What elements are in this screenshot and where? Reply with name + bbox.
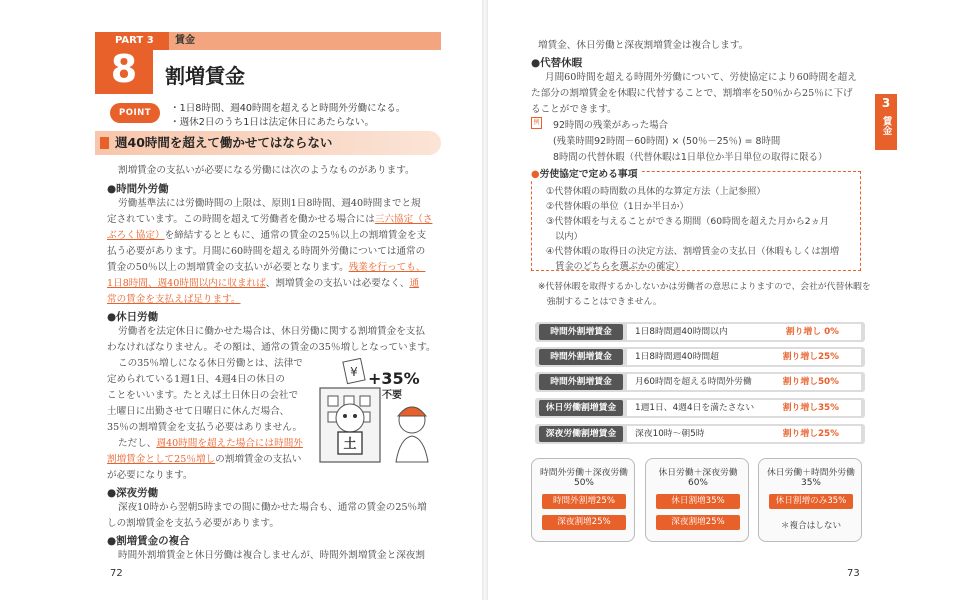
section-marker <box>100 137 109 149</box>
agreement-item: ④代替休暇の取得日の決定方法、割増賃金の支払日（休暇もしくは割増 <box>546 246 840 257</box>
rate-row <box>535 424 865 444</box>
rate-row <box>535 398 865 418</box>
heading-compensatory-leave: ●代替休暇 <box>531 57 583 69</box>
rate-row-condition: 月60時間を超える時間外労働 <box>627 374 861 390</box>
body-line: 労働者を法定休日に働かせた場合は、休日労働に関する割増賃金を支払 <box>118 326 425 337</box>
combo-chip: 時間外割増25% <box>542 494 626 509</box>
section-title: 週40時間を超えて働かせてはならない <box>115 135 333 150</box>
body-line: ることができます。 <box>531 104 617 115</box>
combo-title: 休日労働＋深夜労働 <box>658 468 738 478</box>
rate-row-label: 深夜労働割増賃金 <box>539 426 623 442</box>
heading-night: ●深夜労働 <box>107 487 159 499</box>
agreement-item: 賃金のどちらを選ぶかの確定） <box>546 261 684 272</box>
body-line: 賃金の50％以上の割増賃金の支払いが必要となります。残業を行っても、 <box>107 262 426 273</box>
illustration-sub-text: 不要 <box>382 390 402 401</box>
rate-row-condition: 1週1日、4週4日を満たさない <box>627 400 861 416</box>
part-name: 賃金 <box>175 35 195 46</box>
combo-box <box>758 458 862 542</box>
combo-chip: 休日割増35% <box>656 494 740 509</box>
svg-text:¥: ¥ <box>350 365 358 379</box>
rate-row-rate: 割り増し 0% <box>785 327 839 337</box>
worker-icon <box>396 407 428 462</box>
footnote: ※代替休暇を取得するかしないかは労働者の意思によりますので、会社が代替休暇を <box>538 282 871 292</box>
rate-row-rate: 割り増し50% <box>782 377 839 387</box>
example-line: 92時間の残業があった場合 <box>553 120 668 131</box>
body-line: 土曜日に出勤させて日曜日に休んだ場合、 <box>107 406 290 417</box>
body-line: ただし、週40時間を超えた場合には時間外 <box>118 438 303 449</box>
building-icon <box>320 388 380 462</box>
rate-row-rate: 割り増し35% <box>782 403 839 413</box>
example-icon: 例 <box>531 117 542 129</box>
combo-percent: 50% <box>573 478 594 488</box>
body-line: 常の賃金を支払えば足ります。 <box>107 294 241 305</box>
combo-title: 休日労働＋時間外労働 <box>767 468 855 478</box>
intro-text: 割増賃金の支払いが必要になる労働には次のようなものがあります。 <box>118 165 415 176</box>
combo-percent: 35% <box>800 478 821 488</box>
agreement-item: ②代替休暇の単位（1日か半日か） <box>546 201 689 212</box>
heading-overtime: ●時間外労働 <box>107 183 169 195</box>
body-line: ことをいいます。たとえば土日休日の会社で <box>107 390 299 401</box>
point-badge: POINT <box>110 103 160 123</box>
rate-row-rate: 割り増し25% <box>782 352 839 362</box>
rate-row-condition: 1日8時間週40時間以内 <box>627 324 861 340</box>
combo-chip: 深夜割増25% <box>656 515 740 530</box>
footnote: 強制することはできません。 <box>538 297 662 307</box>
part-label: PART 3 <box>109 32 169 50</box>
combo-chip: 休日割増のみ35% <box>769 494 853 509</box>
building-worker-illustration <box>300 358 440 466</box>
combo-percent: 60% <box>687 478 708 488</box>
combo-chip: 深夜割増25% <box>542 515 626 530</box>
body-line: た部分の割増賃金を休暇に代替することで、割増率を50％から25％に下げ <box>531 88 853 99</box>
chapter-number: 8 <box>110 47 138 91</box>
combo-box <box>531 458 635 542</box>
side-tab-number: 3 <box>881 96 891 110</box>
body-line: わなければなりません。その額は、通常の賃金の35％増しとなっています。 <box>107 342 436 353</box>
body-line: 定されています。この時間を超えて労働者を働かせる場合には三六協定（さ <box>107 214 433 225</box>
yen-tag-icon <box>343 358 365 383</box>
page-number: 73 <box>847 568 860 579</box>
heading-holiday: ●休日労働 <box>107 311 159 323</box>
rate-row-rate: 割り増し25% <box>782 429 839 439</box>
svg-text:土: 土 <box>343 437 357 452</box>
body-line: この35％増しになる休日労働とは、法律で <box>118 358 303 369</box>
body-line: 定められている1週1日、4週4日の休日の <box>107 374 285 385</box>
body-line: が必要になります。 <box>107 470 193 481</box>
rate-row-label: 時間外割増賃金 <box>539 324 623 340</box>
chapter-title: 割増賃金 <box>165 64 245 88</box>
body-line: 1日8時間、週40時間以内に収まれば、割増賃金の支払いは必要なく、通 <box>107 278 420 289</box>
body-line: 割増賃金として25％増しの割増賃金の支払い <box>107 454 302 465</box>
combo-note: ＊複合はしない <box>780 521 842 531</box>
body-line: 増賃金、休日労働と深夜割増賃金は複合します。 <box>538 40 749 51</box>
rate-row-label: 時間外割増賃金 <box>539 374 623 390</box>
body-line: 労働基準法には労働時間の上限は、原則1日8時間、週40時間までと規 <box>118 198 421 209</box>
body-line: 払う必要があります。月間に60時間を超える時間外労働については通常の <box>107 246 426 257</box>
page-number: 72 <box>110 568 123 579</box>
rate-row-label: 時間外割増賃金 <box>539 349 623 365</box>
body-line: ぶろく協定）を締結するとともに、通常の賃金の25％以上の割増賃金を支 <box>107 230 427 241</box>
agreement-item: ①代替休暇の時間数の具体的な算定方法（上記参照） <box>546 186 766 197</box>
rate-row <box>535 347 865 367</box>
point-item: ・週休2日のうち1日は法定休日にあたらない。 <box>170 117 375 128</box>
rate-row-condition: 深夜10時〜朝5時 <box>627 426 861 442</box>
body-line: しの割増賃金を支払う必要があります。 <box>107 518 279 529</box>
agreement-items-heading: ●労使協定で定める事項 <box>531 166 642 180</box>
combo-box <box>645 458 749 542</box>
rate-row-condition: 1日8時間週40時間超 <box>627 349 861 365</box>
point-item: ・1日8時間、週40時間を超えると時間外労働になる。 <box>170 103 406 114</box>
agreement-item: 以内） <box>546 231 583 242</box>
heading-combo: ●割増賃金の複合 <box>107 535 190 547</box>
body-line: 35％の割増賃金を支払う必要はありません。 <box>107 422 303 433</box>
example-line: 8時間の代替休暇（代替休暇は1日単位か半日単位の取得に限る） <box>553 152 828 163</box>
side-tab-label: 賃金 <box>880 116 892 135</box>
combo-title: 時間外労働＋深夜労働 <box>540 468 628 478</box>
body-line: 月間60時間を超える時間外労働について、労使協定により60時間を超え <box>545 72 857 83</box>
example-line: (残業時間92時間－60時間) × (50％－25％) = 8時間 <box>553 136 781 147</box>
agreement-item: ③代替休暇を与えることができる期間（60時間を超えた月から2ヵ月 <box>546 216 830 227</box>
rate-row-label: 休日労働割増賃金 <box>539 400 623 416</box>
body-line: 深夜10時から翌朝5時までの間に働かせた場合も、通常の賃金の25％増 <box>118 502 427 513</box>
illustration-plus35-text: +35% <box>368 369 420 388</box>
body-line: 時間外割増賃金と休日労働は複合しませんが、時間外割増賃金と深夜割 <box>118 550 425 561</box>
rate-row <box>535 372 865 392</box>
rate-row <box>535 322 865 342</box>
